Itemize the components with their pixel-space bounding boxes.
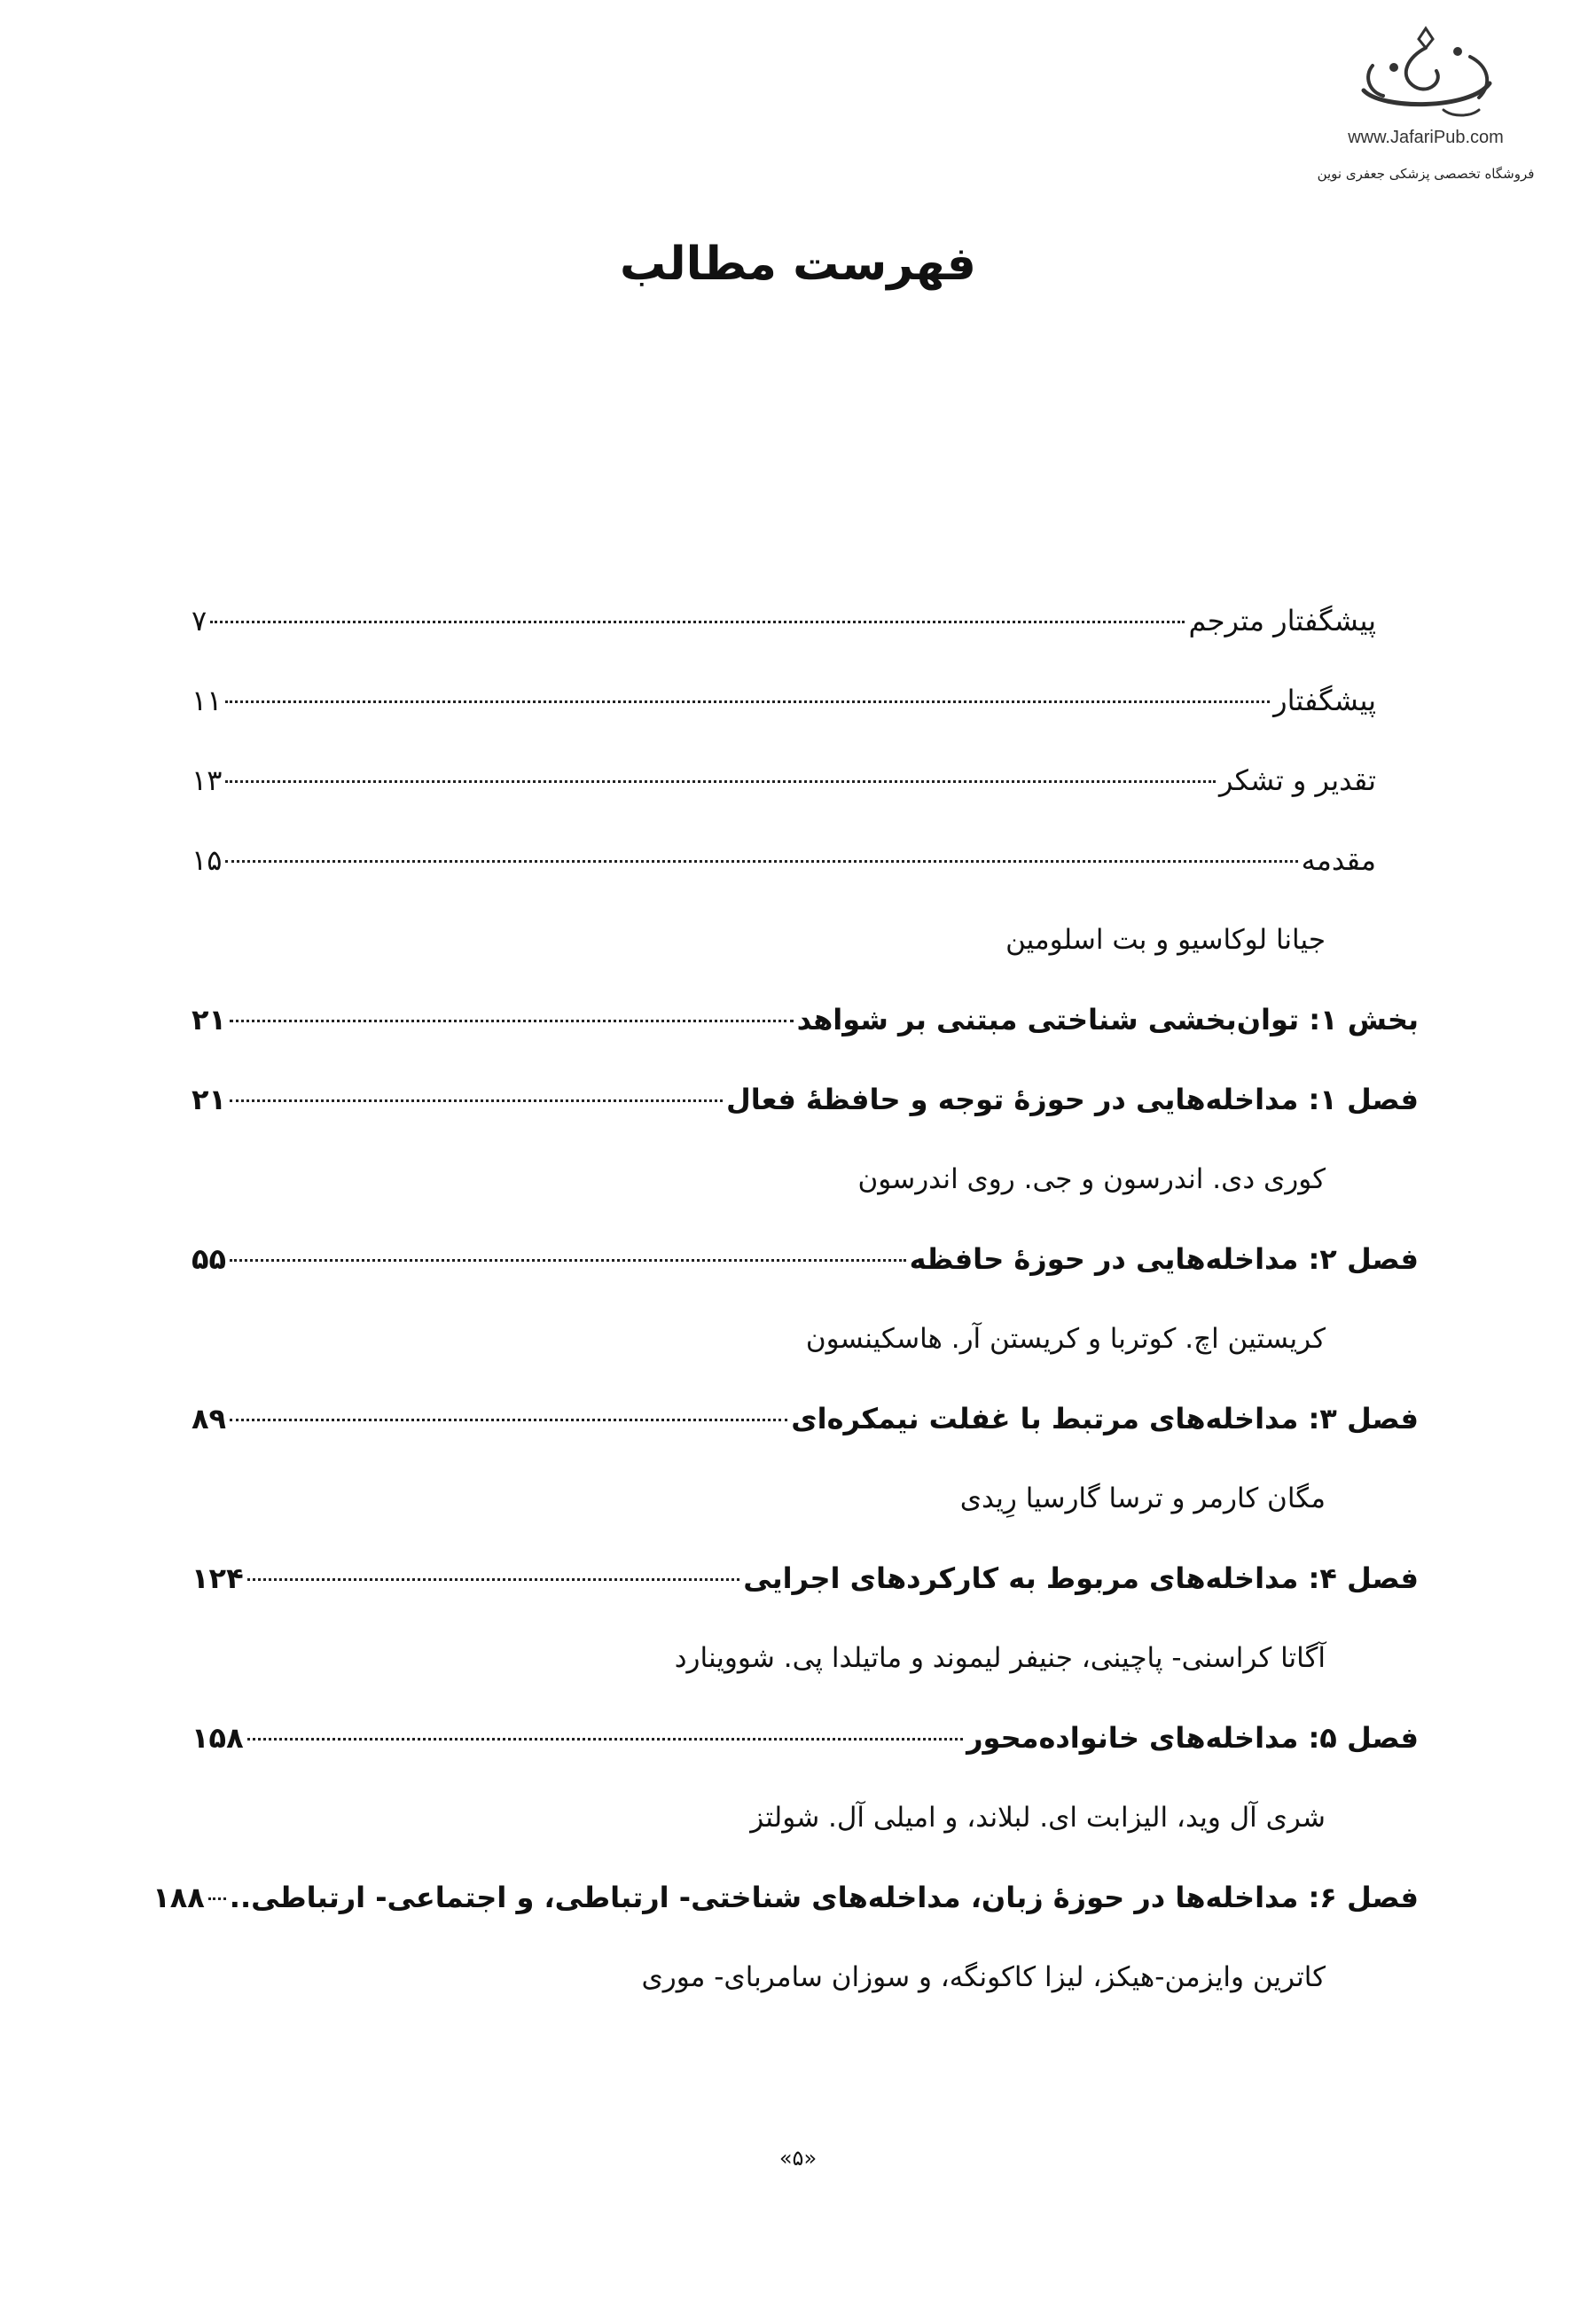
- toc-entry-title: فصل ۱: مداخله‌هایی در حوزۀ توجه و حافظۀ فعال: [725, 1083, 1419, 1116]
- toc-author: مگان کارمر و ترسا گارسیا رِیدی: [959, 1482, 1326, 1514]
- dot-leader: [210, 621, 1185, 623]
- toc-entry: [153, 1858, 1419, 1937]
- toc-entry-page: ۱۵۸: [192, 1721, 244, 1755]
- toc-entry-title: مقدمه: [1301, 843, 1376, 877]
- toc-entry: [192, 581, 1419, 661]
- toc-entry-page: ۱۸۸: [153, 1881, 205, 1914]
- toc-entry: [192, 740, 1419, 820]
- page-number: «۵»: [778, 2146, 818, 2171]
- dot-leader: [225, 700, 1270, 703]
- page-title: فهرست مطالب: [620, 238, 976, 291]
- toc-entry: [192, 980, 1419, 1060]
- toc-entry-title: بخش ۱: توان‌بخشی شناختی مبتنی بر شواهد: [796, 1003, 1419, 1037]
- toc-author: آگاتا کراسنی- پاچینی، جنیفر لیموند و ماتیلدا پی. شووینارد: [674, 1642, 1326, 1674]
- dot-leader: [247, 1578, 740, 1581]
- publisher-tagline: فروشگاه تخصصی پزشکی جعفری نوین: [1317, 166, 1535, 182]
- toc-entry-page: ۲۱: [192, 1083, 227, 1116]
- jafari-logo-icon: [1337, 21, 1514, 126]
- toc-entry: [192, 661, 1419, 740]
- toc-entry-title: فصل ۵: مداخله‌های خانواده‌محور: [966, 1721, 1419, 1755]
- dot-leader: [208, 1897, 226, 1900]
- publisher-url: www.JafariPub.com: [1348, 128, 1504, 147]
- dot-leader: [230, 1259, 906, 1262]
- toc-entry-page: ۲۱: [192, 1003, 227, 1037]
- toc-entry-title: پیشگفتار مترجم: [1188, 604, 1376, 638]
- toc-entry-title: فصل ۳: مداخله‌های مرتبط با غفلت نیمکره‌ای: [791, 1402, 1419, 1436]
- toc-author: کاترین وایزمن-هیکز، لیزا کاکونگه، و سوزان سامربای- موری: [641, 1961, 1326, 1993]
- toc-entry-title: پیشگفتار: [1273, 684, 1376, 717]
- toc-entry: [192, 1379, 1419, 1459]
- toc-entry-title: فصل ۴: مداخله‌های مربوط به کارکردهای اجرایی: [743, 1561, 1419, 1595]
- toc-entry-page: ۱۱: [192, 684, 223, 717]
- dot-leader: [230, 1099, 723, 1102]
- dot-leader: [230, 1020, 794, 1022]
- toc-author: جیانا لوکاسیو و بت اسلومین: [1005, 924, 1326, 956]
- dot-leader: [225, 780, 1216, 783]
- toc-entry: [192, 1538, 1419, 1618]
- toc-entry: [192, 820, 1419, 900]
- toc-entry-page: ۵۵: [192, 1242, 227, 1276]
- toc-entry-page: ۸۹: [192, 1402, 227, 1436]
- toc-entry: [192, 1060, 1419, 1139]
- toc-entry: [192, 1219, 1419, 1299]
- publisher-logo: [1302, 21, 1550, 182]
- toc-entry-page: ۱۳: [192, 763, 223, 797]
- dot-leader: [247, 1738, 963, 1741]
- toc-author: شری آل وید، الیزابت ای. لبلاند، و امیلی آل. شولتز: [750, 1802, 1326, 1834]
- toc-entry-page: ۷: [192, 604, 207, 638]
- toc-entry-page: ۱۵: [192, 843, 223, 877]
- toc-entry-page: ۱۲۴: [192, 1561, 244, 1595]
- table-of-contents: [153, 581, 1419, 2017]
- dot-leader: [230, 1419, 787, 1421]
- toc-entry-title: فصل ۶: مداخله‌ها در حوزۀ زبان، مداخله‌های شناختی- ارتباطی، و اجتماعی- ارتباطی..: [229, 1881, 1419, 1914]
- toc-entry-title: تقدیر و تشکر: [1218, 763, 1376, 797]
- toc-entry: [192, 1698, 1419, 1778]
- toc-author: کوری دی. اندرسون و جی. روی اندرسون: [857, 1163, 1326, 1195]
- dot-leader: [225, 860, 1297, 863]
- toc-entry-title: فصل ۲: مداخله‌هایی در حوزۀ حافظه: [909, 1242, 1419, 1276]
- toc-author: کریستین اچ. کوتربا و کریستن آر. هاسکینسون: [805, 1323, 1326, 1355]
